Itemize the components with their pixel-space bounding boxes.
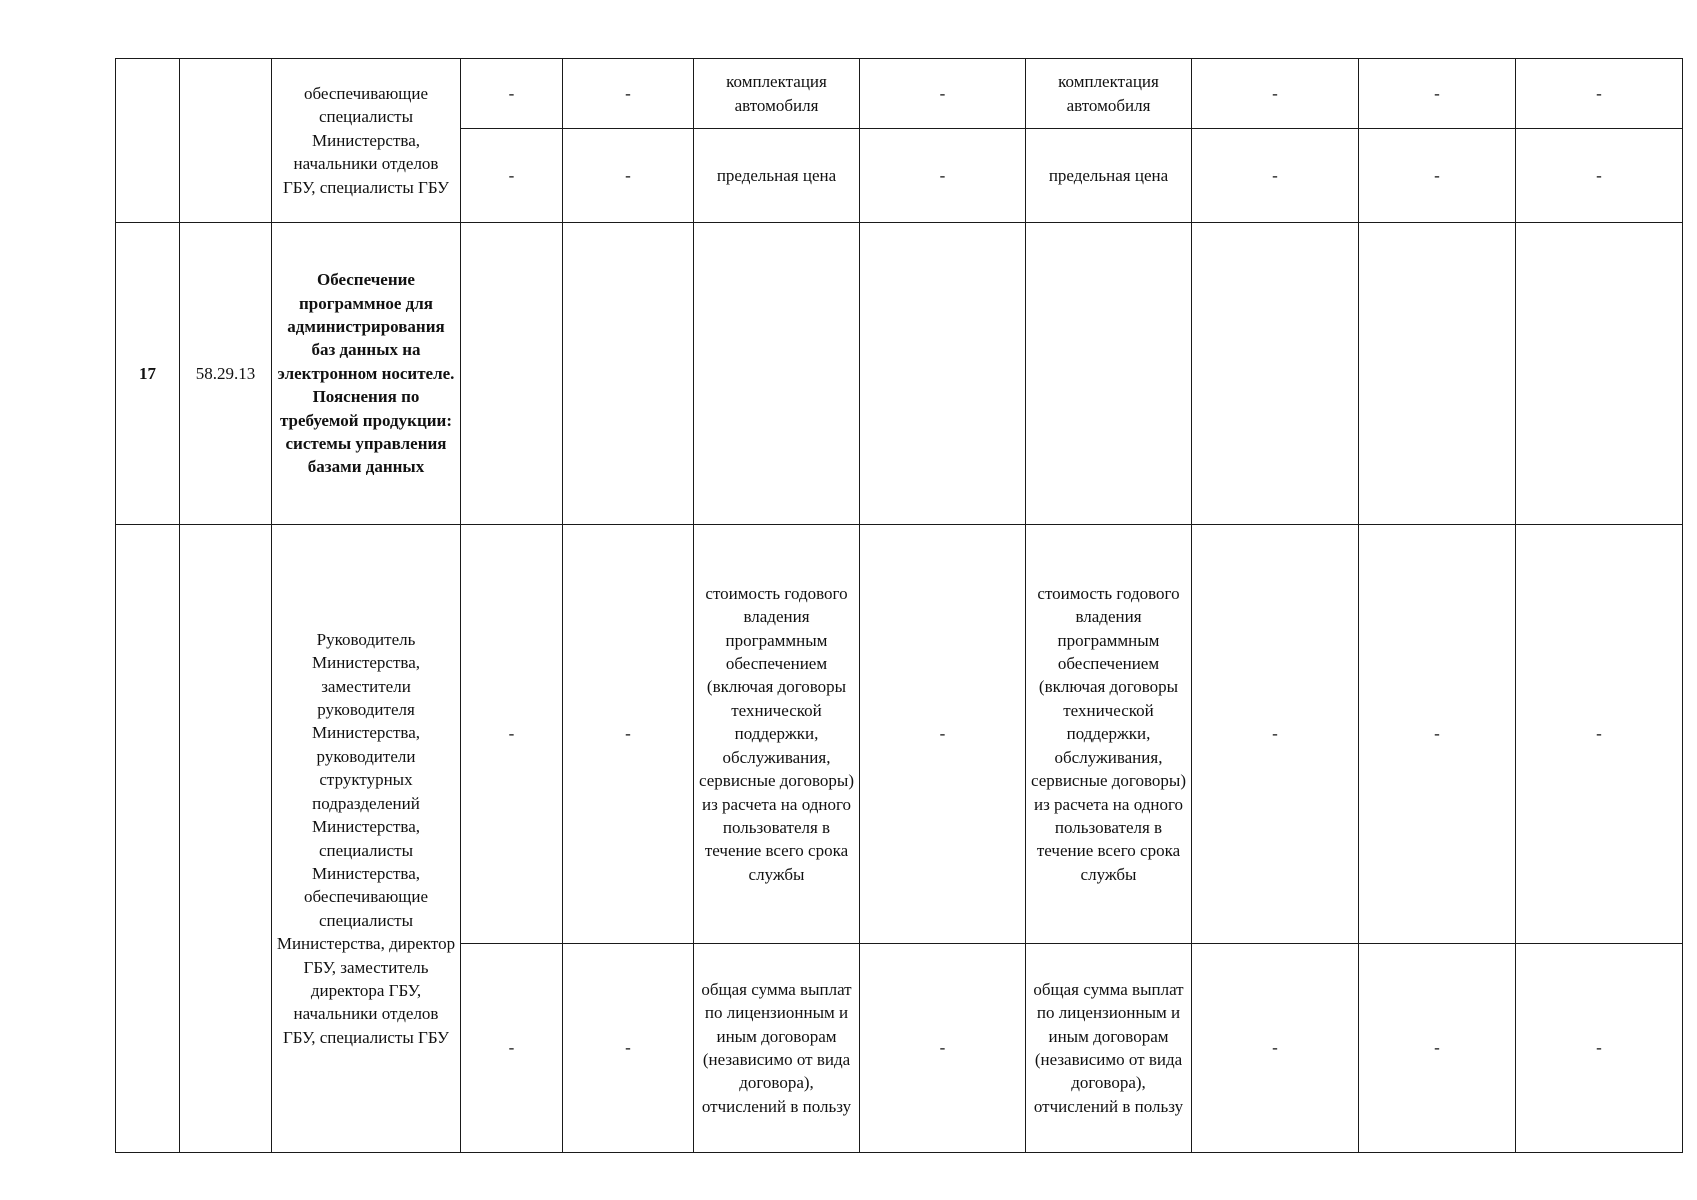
characteristic-cell: предельная цена: [1026, 129, 1192, 223]
table-cell: -: [1359, 59, 1516, 129]
table-cell: -: [860, 59, 1026, 129]
table-cell: [1516, 223, 1683, 525]
table-cell: -: [563, 129, 694, 223]
table-cell: -: [1192, 129, 1359, 223]
table-cell: -: [1516, 59, 1683, 129]
table-cell: -: [461, 525, 563, 944]
table-cell: [860, 223, 1026, 525]
item-number-cell: 17: [116, 223, 180, 525]
table-cell: [1359, 223, 1516, 525]
table-cell: -: [1516, 525, 1683, 944]
number-cell: [116, 59, 180, 223]
characteristic-cell: комплектация автомобиля: [1026, 59, 1192, 129]
table-row: [116, 223, 1683, 525]
table-cell: -: [1192, 59, 1359, 129]
code-cell: [180, 59, 272, 223]
table-row: [116, 525, 1683, 944]
characteristic-cell: стоимость годового владения программным обеспечением (включая договоры технической поддержки, обслуживания, сервисные договоры) из расчета на одного пользователя в течение всего срока службы: [694, 525, 860, 944]
characteristic-cell: предельная цена: [694, 129, 860, 223]
product-name-cell: Обеспечение программное для администрирования баз данных на электронном носителе. Пояснения по требуемой продукции: системы управления базами данных: [272, 223, 461, 525]
requirements-table: [115, 58, 1683, 1153]
characteristic-cell: общая сумма выплат по лицензионным и иным договорам (независимо от вида договора), отчислений в пользу: [694, 944, 860, 1153]
table-cell: -: [860, 525, 1026, 944]
table-cell: -: [860, 944, 1026, 1153]
characteristic-cell: общая сумма выплат по лицензионным и иным договорам (независимо от вида договора), отчислений в пользу: [1026, 944, 1192, 1153]
table-cell: -: [1359, 944, 1516, 1153]
code-cell: [180, 525, 272, 1153]
table-cell: -: [1516, 944, 1683, 1153]
table-cell: -: [461, 59, 563, 129]
table-cell: [461, 223, 563, 525]
table-cell: -: [1192, 525, 1359, 944]
table-cell: [694, 223, 860, 525]
table-cell: [563, 223, 694, 525]
table-cell: -: [1516, 129, 1683, 223]
table-cell: -: [563, 944, 694, 1153]
table-cell: -: [1192, 944, 1359, 1153]
table-cell: -: [461, 129, 563, 223]
staff-category-cell: обеспечивающие специалисты Министерства, начальники отделов ГБУ, специалисты ГБУ: [272, 59, 461, 223]
number-cell: [116, 525, 180, 1153]
table-cell: -: [563, 59, 694, 129]
characteristic-cell: комплектация автомобиля: [694, 59, 860, 129]
table-cell: -: [563, 525, 694, 944]
table-cell: -: [1359, 525, 1516, 944]
staff-category-cell: Руководитель Министерства, заместители руководителя Министерства, руководители структурных подразделений Министерства, специалисты Министерства, обеспечивающие специалисты Министерства, директор ГБУ, заместитель директора ГБУ, начальники отделов ГБУ, специалисты ГБУ: [272, 525, 461, 1153]
table-cell: [1192, 223, 1359, 525]
table-cell: -: [1359, 129, 1516, 223]
table-row: [116, 59, 1683, 129]
characteristic-cell: стоимость годового владения программным обеспечением (включая договоры технической поддержки, обслуживания, сервисные договоры) из расчета на одного пользователя в течение всего срока службы: [1026, 525, 1192, 944]
table-cell: -: [860, 129, 1026, 223]
table-cell: -: [461, 944, 563, 1153]
table-cell: [1026, 223, 1192, 525]
okpd-code-cell: 58.29.13: [180, 223, 272, 525]
